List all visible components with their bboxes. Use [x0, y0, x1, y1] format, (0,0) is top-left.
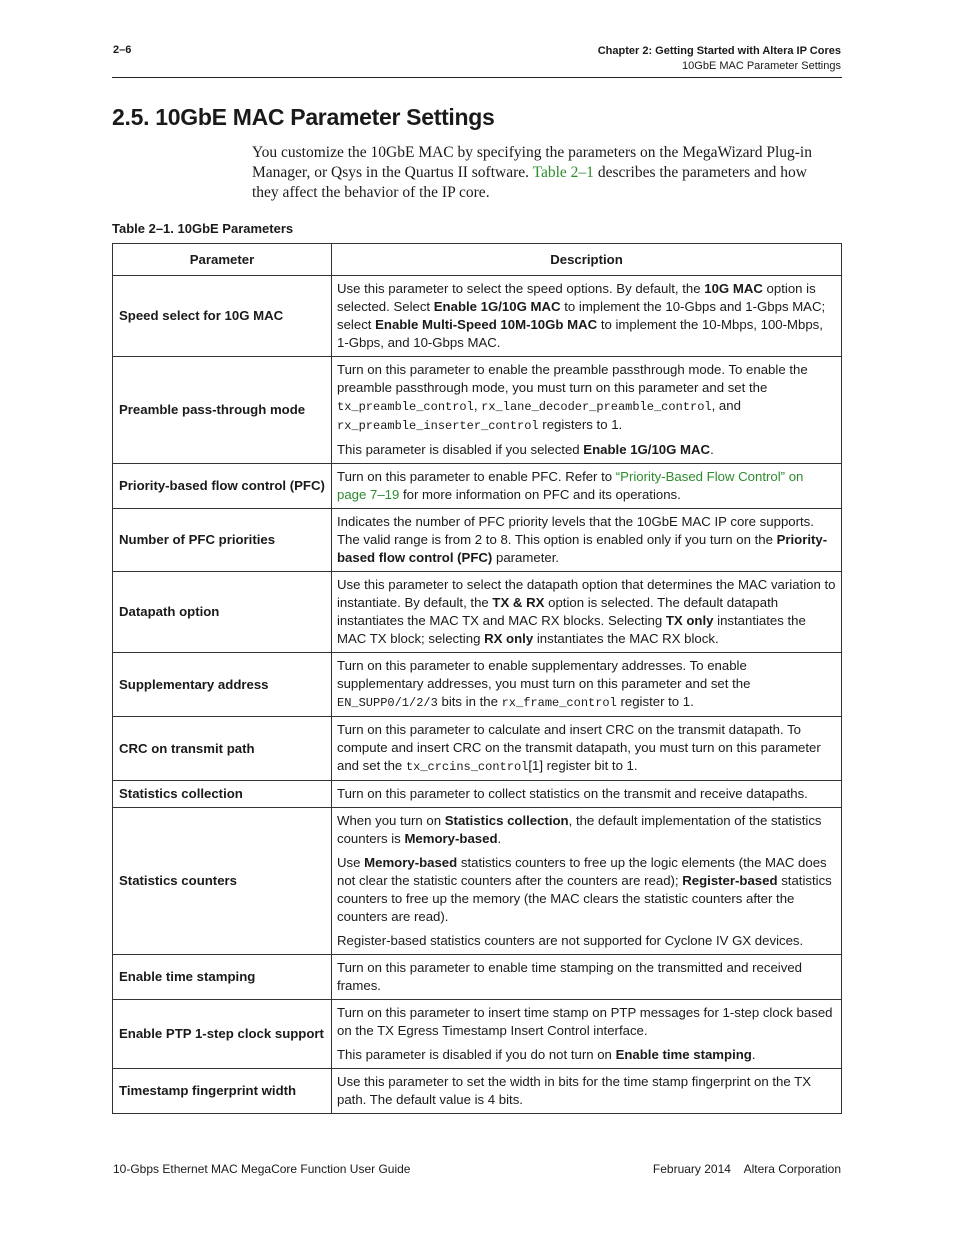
- parameter-name: Preamble pass-through mode: [113, 357, 332, 464]
- pfc-section-link[interactable]: “Priority-Based Flow Control” on page 7–19: [337, 469, 804, 502]
- section-title: 10GbE MAC Parameter Settings: [682, 60, 841, 72]
- parameter-description: Use this parameter to select the speed options. By default, the 10G MAC option is selected. Select Enable 1G/10G MAC to implement the 10-Gbps and 1-Gbps MAC; select Enable Multi-Speed 10M-10Gb MAC to implement the 10-Mbps, 100-Mbps, 1-Gbps, and 10-Gbps MAC.: [332, 276, 842, 357]
- parameters-table: [112, 243, 842, 1114]
- parameter-description: Turn on this parameter to enable time stamping on the transmitted and received frames.: [332, 955, 842, 1000]
- parameter-description: Turn on this parameter to calculate and insert CRC on the transmit datapath. To compute and insert CRC on the transmit datapath, you must turn on this parameter and set the tx_crcins_control[1] register bit to 1.: [332, 717, 842, 781]
- table-row: [113, 1000, 842, 1069]
- table-row: [113, 509, 842, 572]
- parameter-name: Enable PTP 1-step clock support: [113, 1000, 332, 1069]
- parameter-description: When you turn on Statistics collection, the default implementation of the statistics counters is Memory-based. Use Memory-based statistics counters to free up the logic elements (the MAC does not clear the statistic counters after the counters are read); Register-based statistics counters to free up the memory (the MAC clears the statistic counters after the counters are read). Register-based statistics counters are not supported for Cyclone IV GX devices.: [332, 808, 842, 955]
- parameter-name: Statistics counters: [113, 808, 332, 955]
- footer-date-company: February 2014 Altera Corporation: [652, 1162, 841, 1176]
- footer-guide-title: 10-Gbps Ethernet MAC MegaCore Function User Guide: [113, 1162, 411, 1176]
- header-rule: [112, 77, 842, 78]
- parameter-description: Indicates the number of PFC priority levels that the 10GbE MAC IP core supports. The valid range is from 2 to 8. This option is enabled only if you turn on the Priority-based flow control (PFC) parameter.: [332, 509, 842, 572]
- table-caption: Table 2–1. 10GbE Parameters: [112, 221, 294, 236]
- parameter-description: Turn on this parameter to enable the preamble passthrough mode. To enable the preamble passthrough mode, you must turn on this parameter and set the tx_preamble_control, rx_lane_decoder_preamble_control, and rx_preamble_inserter_control registers to 1. This parameter is disabled if you selected Enable 1G/10G MAC.: [332, 357, 842, 464]
- page-number: 2–6: [113, 44, 132, 56]
- parameter-description: Turn on this parameter to enable supplementary addresses. To enable supplementary addresses, you must turn on this parameter and set the EN_SUPP0/1/2/3 bits in the rx_frame_control register to 1.: [332, 653, 842, 717]
- table-row: [113, 276, 842, 357]
- table-2-1-link[interactable]: Table 2–1: [532, 164, 594, 181]
- parameter-name: Statistics collection: [113, 781, 332, 808]
- parameter-name: Speed select for 10G MAC: [113, 276, 332, 357]
- parameter-name: Supplementary address: [113, 653, 332, 717]
- page-title: 2.5. 10GbE MAC Parameter Settings: [112, 104, 495, 130]
- chapter-title: Chapter 2: Getting Started with Altera IP Cores: [597, 45, 841, 57]
- column-header-parameter: Parameter: [113, 244, 332, 276]
- intro-paragraph: You customize the 10GbE MAC by specifying the parameters on the MegaWizard Plug-in Manager, or Qsys in the Quartus II software. Table 2–1 describes the parameters and how they affect the behavior of the IP core.: [252, 144, 812, 201]
- table-row: [113, 357, 842, 464]
- parameter-name: CRC on transmit path: [113, 717, 332, 781]
- table-row: [113, 572, 842, 653]
- parameter-description: Use this parameter to select the datapath option that determines the MAC variation to instantiate. By default, the TX & RX option is selected. The default datapath instantiates the MAC TX and MAC RX blocks. Selecting TX only instantiates the MAC TX block; selecting RX only instantiates the MAC RX block.: [332, 572, 842, 653]
- parameter-description: Turn on this parameter to insert time stamp on PTP messages for 1-step clock based on the TX Egress Timestamp Insert Control interface. This parameter is disabled if you do not turn on Enable time stamping.: [332, 1000, 842, 1069]
- table-row: [113, 1069, 842, 1114]
- parameter-name: Number of PFC priorities: [113, 509, 332, 572]
- table-row: [113, 955, 842, 1000]
- running-header: [598, 44, 841, 74]
- table-row: [113, 653, 842, 717]
- table-row: [113, 717, 842, 781]
- parameter-description: Turn on this parameter to collect statistics on the transmit and receive datapaths.: [332, 781, 842, 808]
- table-row: [113, 781, 842, 808]
- table-row: [113, 808, 842, 955]
- column-header-description: Description: [332, 244, 842, 276]
- parameter-name: Priority-based flow control (PFC): [113, 464, 332, 509]
- table-row: [113, 464, 842, 509]
- table-header-row: [113, 244, 842, 276]
- parameter-description: Use this parameter to set the width in bits for the time stamp fingerprint on the TX path. The default value is 4 bits.: [332, 1069, 842, 1114]
- parameter-description: Turn on this parameter to enable PFC. Refer to “Priority-Based Flow Control” on page 7–19 for more information on PFC and its operations.: [332, 464, 842, 509]
- parameter-name: Timestamp fingerprint width: [113, 1069, 332, 1114]
- parameter-name: Enable time stamping: [113, 955, 332, 1000]
- parameter-name: Datapath option: [113, 572, 332, 653]
